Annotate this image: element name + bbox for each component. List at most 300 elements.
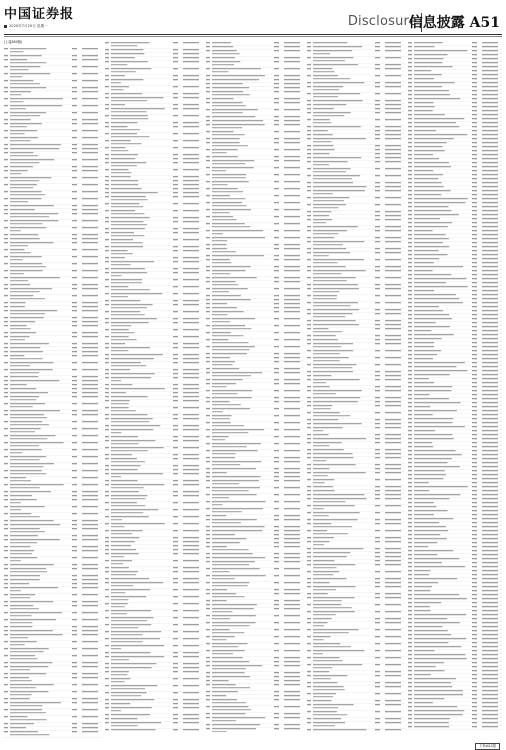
table-row: [105, 447, 203, 453]
table-row: [408, 342, 502, 345]
table-row: [4, 528, 102, 534]
table-row: [408, 74, 502, 77]
table-row: [4, 520, 102, 523]
table-row: [307, 149, 405, 152]
table-row: [105, 126, 203, 132]
table-row: [408, 530, 502, 533]
table-row: [4, 48, 102, 54]
table-row: [408, 474, 502, 477]
table-row: [4, 119, 102, 122]
table-row: [4, 130, 102, 136]
table-row: [105, 678, 203, 684]
table-row: [4, 166, 102, 169]
table-row: [4, 355, 102, 361]
table-row: [105, 377, 203, 383]
table-row: [408, 442, 502, 445]
table-row: [307, 190, 405, 196]
table-row: [408, 110, 502, 113]
table-row: [105, 396, 203, 399]
table-row: [105, 221, 203, 227]
column-1: [4, 40, 102, 740]
table-row: [206, 216, 304, 222]
table-row: [307, 700, 405, 703]
table-row: [105, 473, 203, 479]
table-row: [408, 590, 502, 593]
table-row: [307, 671, 405, 674]
table-row: [105, 53, 203, 56]
table-row: [4, 152, 102, 158]
table-row: [206, 608, 304, 614]
table-row: [4, 148, 102, 151]
table-row: [206, 87, 304, 90]
table-row: [4, 727, 102, 730]
table-row: [105, 257, 203, 260]
table-row: [206, 661, 304, 664]
table-row: [206, 142, 304, 148]
table-row: [307, 75, 405, 81]
table-row: [408, 478, 502, 481]
table-row: [408, 422, 502, 425]
table-row: [307, 266, 405, 269]
table-row: [408, 398, 502, 401]
table-row: [307, 650, 405, 656]
table-row: [105, 176, 203, 179]
table-row: [408, 726, 502, 729]
newspaper-logo: 中国证券报: [4, 7, 75, 22]
table-row: [4, 343, 102, 346]
table-row: [206, 299, 304, 302]
table-row: [307, 604, 405, 610]
table-row: [408, 246, 502, 249]
table-row: [206, 568, 304, 574]
table-row: [206, 643, 304, 649]
table-row: [4, 256, 102, 262]
table-row: [408, 518, 502, 521]
table-row: [206, 195, 304, 201]
table-row: [105, 343, 203, 346]
table-row: [408, 134, 502, 137]
table-row: [307, 211, 405, 214]
table-row: [408, 274, 502, 277]
table-row: [307, 664, 405, 670]
table-row: [307, 320, 405, 323]
table-row: [105, 42, 203, 48]
table-row: [307, 498, 405, 504]
table-row: [307, 182, 405, 185]
table-row: [105, 667, 203, 670]
table-row: [408, 238, 502, 241]
table-row: [4, 403, 102, 409]
table-row: [4, 191, 102, 197]
table-row: [4, 336, 102, 342]
table-row: [307, 537, 405, 540]
table-row: [206, 79, 304, 82]
table-row: [105, 304, 203, 310]
table-row: [105, 484, 203, 490]
table-row: [206, 281, 304, 287]
table-row: [4, 59, 102, 65]
table-row: [408, 538, 502, 541]
table-row: [105, 154, 203, 157]
table-row: [4, 677, 102, 683]
table-row: [206, 519, 304, 525]
table-row: [4, 209, 102, 212]
table-row: [408, 262, 502, 265]
table-row: [105, 509, 203, 515]
table-row: [307, 313, 405, 319]
table-row: [408, 70, 502, 73]
table-row: [307, 104, 405, 107]
table-row: [105, 217, 203, 220]
table-row: [408, 286, 502, 289]
table-row: [307, 375, 405, 378]
table-row: [408, 506, 502, 509]
table-row: [408, 382, 502, 385]
table-row: [105, 603, 203, 609]
table-row: [408, 250, 502, 253]
table-row: [206, 728, 304, 732]
table-row: [206, 468, 304, 471]
table-row: [408, 230, 502, 233]
table-row: [307, 457, 405, 463]
table-row: [307, 722, 405, 728]
table-row: [307, 357, 405, 363]
table-row: [408, 226, 502, 229]
table-row: [4, 702, 102, 708]
table-row: [307, 622, 405, 628]
table-row: [408, 610, 502, 613]
table-row: [105, 537, 203, 540]
table-row: [408, 62, 502, 65]
table-row: [105, 97, 203, 103]
table-row: [408, 710, 502, 713]
table-row: [307, 390, 405, 396]
table-row: [408, 650, 502, 653]
table-row: [105, 458, 203, 464]
table-row: [105, 429, 203, 435]
table-row: [206, 174, 304, 180]
table-row: [4, 159, 102, 165]
table-row: [307, 241, 405, 247]
table-row: [307, 556, 405, 559]
table-row: [307, 339, 405, 342]
table-row: [307, 548, 405, 551]
table-row: [4, 428, 102, 434]
table-row: [408, 510, 502, 513]
table-row: [307, 277, 405, 283]
table-row: [105, 133, 203, 139]
table-row: [408, 222, 502, 225]
table-row: [206, 582, 304, 588]
table-row: [206, 476, 304, 479]
table-row: [408, 390, 502, 393]
table-row: [206, 691, 304, 694]
table-row: [105, 418, 203, 424]
table-row: [408, 90, 502, 93]
table-row: [105, 147, 203, 153]
table-row: [307, 237, 405, 240]
table-row: [307, 512, 405, 518]
table-row: [4, 66, 102, 72]
table-row: [4, 317, 102, 320]
table-row: [307, 130, 405, 133]
table-row: [408, 402, 502, 405]
table-row: [4, 463, 102, 469]
table-row: [307, 438, 405, 441]
table-row: [4, 177, 102, 183]
table-row: [4, 456, 102, 462]
table-row: [105, 617, 203, 623]
table-row: [206, 684, 304, 690]
table-row: [105, 718, 203, 721]
table-row: [408, 298, 502, 301]
table-row: [4, 321, 102, 324]
table-row: [105, 261, 203, 267]
table-row: [206, 542, 304, 545]
table-row: [105, 318, 203, 321]
table-row: [105, 122, 203, 125]
table-row: [4, 396, 102, 402]
table-row: [4, 306, 102, 309]
table-row: [307, 412, 405, 418]
table-row: [206, 415, 304, 421]
table-row: [105, 530, 203, 536]
table-row: [307, 405, 405, 411]
table-row: [4, 673, 102, 676]
table-row: [408, 486, 502, 489]
table-row: [408, 282, 502, 285]
table-row: [4, 550, 102, 556]
table-row: [307, 42, 405, 45]
column-1-table: [4, 46, 102, 738]
table-row: [206, 604, 304, 607]
table-row: [105, 578, 203, 581]
table-row: [105, 729, 203, 732]
table-row: [408, 202, 502, 205]
table-row: [307, 386, 405, 389]
table-row: [4, 55, 102, 58]
table-row: [206, 676, 304, 679]
table-row: [4, 98, 102, 104]
table-row: [408, 606, 502, 609]
table-row: [307, 711, 405, 717]
table-row: [408, 206, 502, 209]
table-row: [206, 188, 304, 194]
table-row: [307, 423, 405, 426]
table-row: [206, 680, 304, 683]
table-row: [105, 707, 203, 713]
table-row: [307, 597, 405, 603]
table-row: [4, 73, 102, 79]
table-row: [307, 593, 405, 596]
table-row: [408, 338, 502, 341]
table-row: [408, 234, 502, 237]
table-row: [206, 713, 304, 716]
table-row: [307, 112, 405, 118]
table-row: [4, 484, 102, 490]
table-row: [206, 311, 304, 317]
table-row: [408, 658, 502, 661]
table-row: [206, 160, 304, 166]
table-row: [105, 180, 203, 183]
table-row: [408, 546, 502, 549]
table-row: [206, 318, 304, 324]
table-row: [206, 266, 304, 269]
table-row: [408, 562, 502, 565]
table-row: [4, 170, 102, 176]
table-row: [4, 630, 102, 633]
table-row: [105, 454, 203, 457]
table-row: [105, 692, 203, 698]
table-row: [408, 370, 502, 373]
table-row: [408, 554, 502, 557]
table-row: [105, 495, 203, 501]
table-row: [307, 643, 405, 649]
table-row: [105, 392, 203, 395]
table-row: [206, 553, 304, 556]
table-row: [307, 401, 405, 404]
table-row: [408, 630, 502, 633]
table-row: [105, 624, 203, 630]
table-row: [4, 470, 102, 476]
table-row: [4, 91, 102, 97]
table-row: [105, 571, 203, 577]
table-row: [206, 167, 304, 173]
table-row: [206, 42, 304, 45]
table-row: [206, 589, 304, 592]
column-4: [307, 40, 405, 740]
footer: [4, 743, 502, 749]
table-row: [408, 466, 502, 469]
table-row: [408, 642, 502, 645]
table-row: [408, 454, 502, 457]
table-row: [408, 366, 502, 369]
table-row: [307, 472, 405, 478]
table-row: [408, 678, 502, 681]
table-row: [307, 248, 405, 251]
table-row: [105, 645, 203, 651]
dateline-text: 2020年7月20日 星期一: [9, 24, 48, 28]
table-row: [408, 42, 502, 45]
table-row: [408, 674, 502, 677]
table-row: [307, 328, 405, 334]
table-row: [105, 192, 203, 195]
table-row: [307, 427, 405, 433]
table-row: [307, 552, 405, 555]
table-row: [408, 566, 502, 569]
table-row: [408, 526, 502, 529]
table-row: [307, 226, 405, 229]
table-row: [206, 209, 304, 215]
table-row: [408, 702, 502, 705]
table-row: [105, 560, 203, 566]
table-row: [4, 723, 102, 726]
table-row: [206, 332, 304, 338]
table-row: [4, 513, 102, 519]
table-row: [408, 470, 502, 473]
table-row: [408, 174, 502, 177]
table-row: [105, 722, 203, 728]
table-row: [408, 574, 502, 577]
table-row: [408, 94, 502, 97]
table-row: [408, 306, 502, 309]
table-row: [307, 464, 405, 467]
table-row: [307, 519, 405, 522]
table-row: [206, 149, 304, 155]
table-row: [307, 64, 405, 67]
table-row: [4, 198, 102, 204]
table-row: [408, 558, 502, 561]
table-row: [307, 197, 405, 203]
table-row: [105, 656, 203, 662]
table-row: [307, 586, 405, 592]
table-row: [4, 384, 102, 387]
table-row: [4, 325, 102, 331]
table-row: [408, 586, 502, 589]
table-row: [408, 178, 502, 181]
table-row: [4, 557, 102, 563]
table-row: [307, 505, 405, 511]
table-row: [105, 480, 203, 483]
table-row: [105, 414, 203, 417]
table-row: [408, 598, 502, 601]
table-row: [206, 259, 304, 265]
table-row: [206, 131, 304, 137]
table-row: [206, 422, 304, 428]
table-row: [105, 440, 203, 446]
table-row: [307, 564, 405, 570]
table-row: [105, 115, 203, 121]
table-row: [206, 436, 304, 442]
table-row: [206, 361, 304, 367]
table-row: [408, 434, 502, 437]
table-row: [206, 46, 304, 49]
table-row: [4, 662, 102, 665]
table-row: [206, 443, 304, 449]
table-row: [206, 91, 304, 97]
table-row: [408, 310, 502, 313]
table-row: [408, 446, 502, 449]
table-row: [408, 266, 502, 269]
table-row: [206, 138, 304, 141]
table-row: [206, 102, 304, 108]
table-row: [307, 68, 405, 74]
table-row: [105, 369, 203, 372]
table-row: [4, 410, 102, 413]
table-row: [105, 279, 203, 285]
table-row: [206, 230, 304, 236]
table-row: [206, 461, 304, 467]
table-row: [206, 109, 304, 115]
table-row: [408, 614, 502, 617]
table-row: [4, 347, 102, 350]
table-row: [105, 425, 203, 428]
table-row: [408, 670, 502, 673]
table-row: [206, 372, 304, 378]
table-row: [4, 535, 102, 538]
table-row: [408, 386, 502, 389]
table-row: [206, 575, 304, 581]
table-row: [4, 477, 102, 483]
table-row: [408, 194, 502, 197]
table-row: [408, 294, 502, 297]
table-row: [105, 68, 203, 74]
table-row: [206, 672, 304, 675]
section-title-english: Disclosure: [347, 14, 417, 29]
table-row: [408, 86, 502, 89]
table-row: [4, 112, 102, 118]
table-row: [408, 378, 502, 381]
